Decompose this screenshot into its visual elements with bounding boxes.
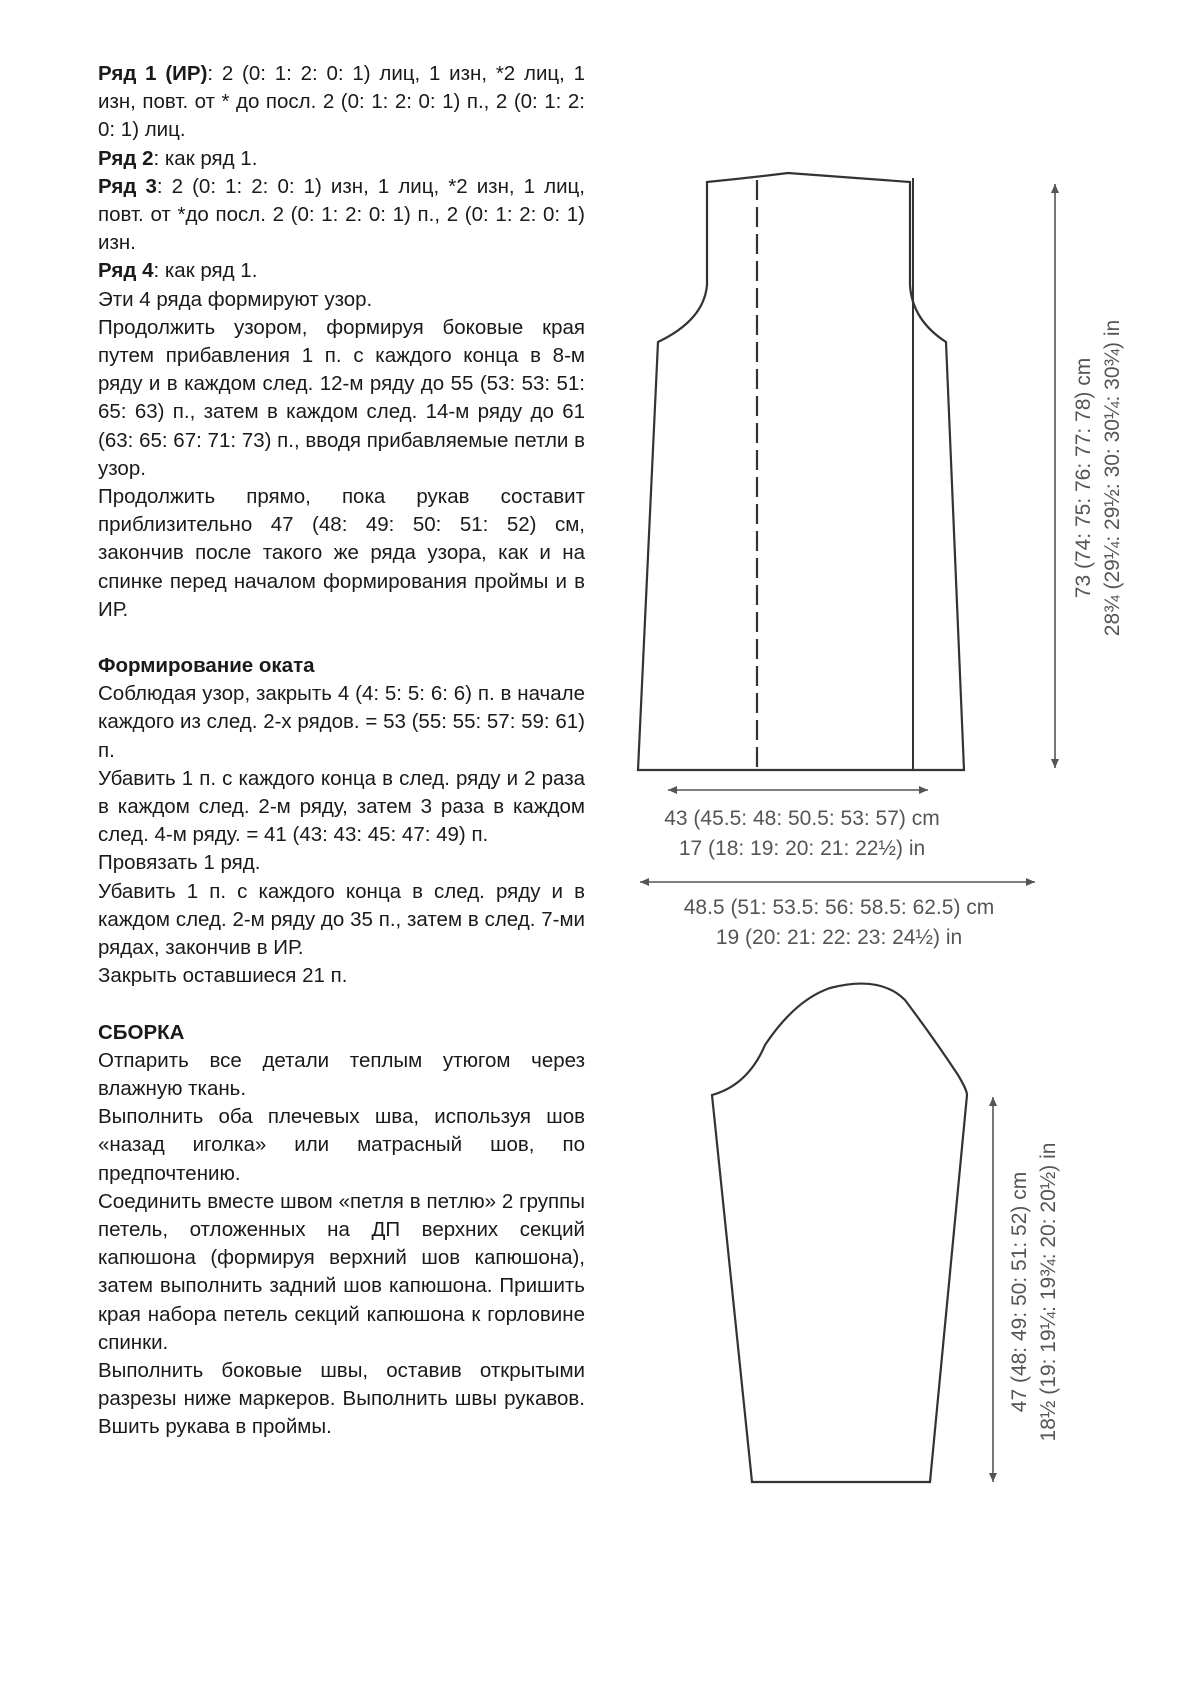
assembly-heading: СБОРКА: [98, 1020, 185, 1044]
row-1-label: Ряд 1 (ИР): [98, 62, 208, 85]
body-piece-outline: [638, 173, 964, 770]
body-width-2-in-label: 19 (20: 21: 22: 23: 24½) in: [715, 926, 963, 949]
body-width-2-cm-label: 48.5 (51: 53.5: 56: 58.5: 62.5) cm: [683, 896, 995, 919]
pattern-note: Эти 4 ряда формируют узор.: [98, 287, 373, 311]
row-2-label: Ряд 2: [98, 146, 154, 170]
assembly-paragraph-1: Отпарить все детали теплым утюгом через влажную ткань.: [98, 1048, 585, 1100]
row-3-text: : 2 (0: 1: 2: 0: 1) изн, 1 лиц, *2 изн, 1 лиц, повт. от *до посл. 2 (0: 1: 2: 0: 1) п., 2 (0: 1: 2: 0: 1) изн.: [98, 174, 585, 255]
shaping-paragraph-2: Продолжить прямо, пока рукав составит приблизительно 47 (48: 49: 50: 51: 52) см, закончив после такого же ряда узора, как и на спинке перед началом формирования проймы и в ИР.: [98, 485, 585, 621]
sleeve-length-cm-label: 47 (48: 49: 50: 51: 52) cm: [1008, 1171, 1031, 1413]
cap-paragraph-2: Убавить 1 п. с каждого конца в след. ряду и 2 раза в каждом след. 2-м ряду, затем 3 раза в каждом след. 4-м ряду. = 41 (43: 43: 45: 47: 49) п.: [98, 766, 585, 847]
assembly-paragraph-4: Выполнить боковые швы, оставив открытыми разрезы ниже маркеров. Выполнить швы рукавов. Вшить рукава в проймы.: [98, 1358, 585, 1439]
cap-paragraph-1: Соблюдая узор, закрыть 4 (4: 5: 5: 6: 6) п. в начале каждого из след. 2-х рядов. = 53 (55: 55: 57: 59: 61) п.: [98, 682, 585, 762]
sleeve-piece-outline: [712, 984, 967, 1482]
cap-heading: Формирование оката: [98, 654, 315, 678]
assembly-paragraph-2: Выполнить оба плечевых шва, используя шов «назад иголка» или матрасный шов, по предпочтению.: [98, 1105, 585, 1185]
row-2-text: : как ряд 1.: [153, 146, 258, 170]
row-4-text: : как ряд 1.: [153, 259, 258, 283]
cap-paragraph-3: Провязать 1 ряд.: [98, 851, 261, 875]
sleeve-length-in-label: 18½ (19: 19¼: 19¾: 20: 20½) in: [1037, 1142, 1060, 1442]
shaping-paragraph-1: Продолжить узором, формируя боковые края путем прибавления 1 п. с каждого конца в 8-м ряду и в каждом след. 12-м ряду до 55 (53: 53: 51: 65: 63) п., затем в каждом след. 14-м ряду до 61 (63: 65: 67: 71: 73) п., вводя прибавляемые петли в узор.: [98, 315, 585, 480]
row-4-label: Ряд 4: [98, 259, 154, 283]
body-height-in-label: 28¾ (29¼: 29½: 30: 30¼: 30¾) in: [1101, 319, 1124, 637]
body-height-cm-label: 73 (74: 75: 76: 77: 78) cm: [1072, 357, 1095, 599]
assembly-paragraph-3: Соединить вместе швом «петля в петлю» 2 группы петель, отложенных на ДП верхних секций капюшона (формируя верхний шов капюшона), затем выполнить задний шов капюшона. Пришить края набора петель секций капюшона к горловине спинки.: [98, 1189, 585, 1354]
row-3-label: Ряд 3: [98, 174, 157, 198]
cap-paragraph-4: Убавить 1 п. с каждого конца в след. ряду и в каждом след. 2-м ряду до 35 п., затем в след. 7-ми рядах, закончив в ИР.: [98, 879, 585, 960]
body-width-1-in-label: 17 (18: 19: 20: 21: 22½) in: [678, 837, 926, 860]
row-1-text: : 2 (0: 1: 2: 0: 1) лиц, 1 изн, *2 лиц, 1 изн, повт. от * до посл. 2 (0: 1: 2: 0: 1) п., 2 (0: 1: 2: 0: 1) лиц.: [98, 62, 586, 142]
body-width-1-cm-label: 43 (45.5: 48: 50.5: 53: 57) cm: [664, 807, 940, 830]
cap-paragraph-5: Закрыть оставшиеся 21 п.: [98, 964, 348, 988]
